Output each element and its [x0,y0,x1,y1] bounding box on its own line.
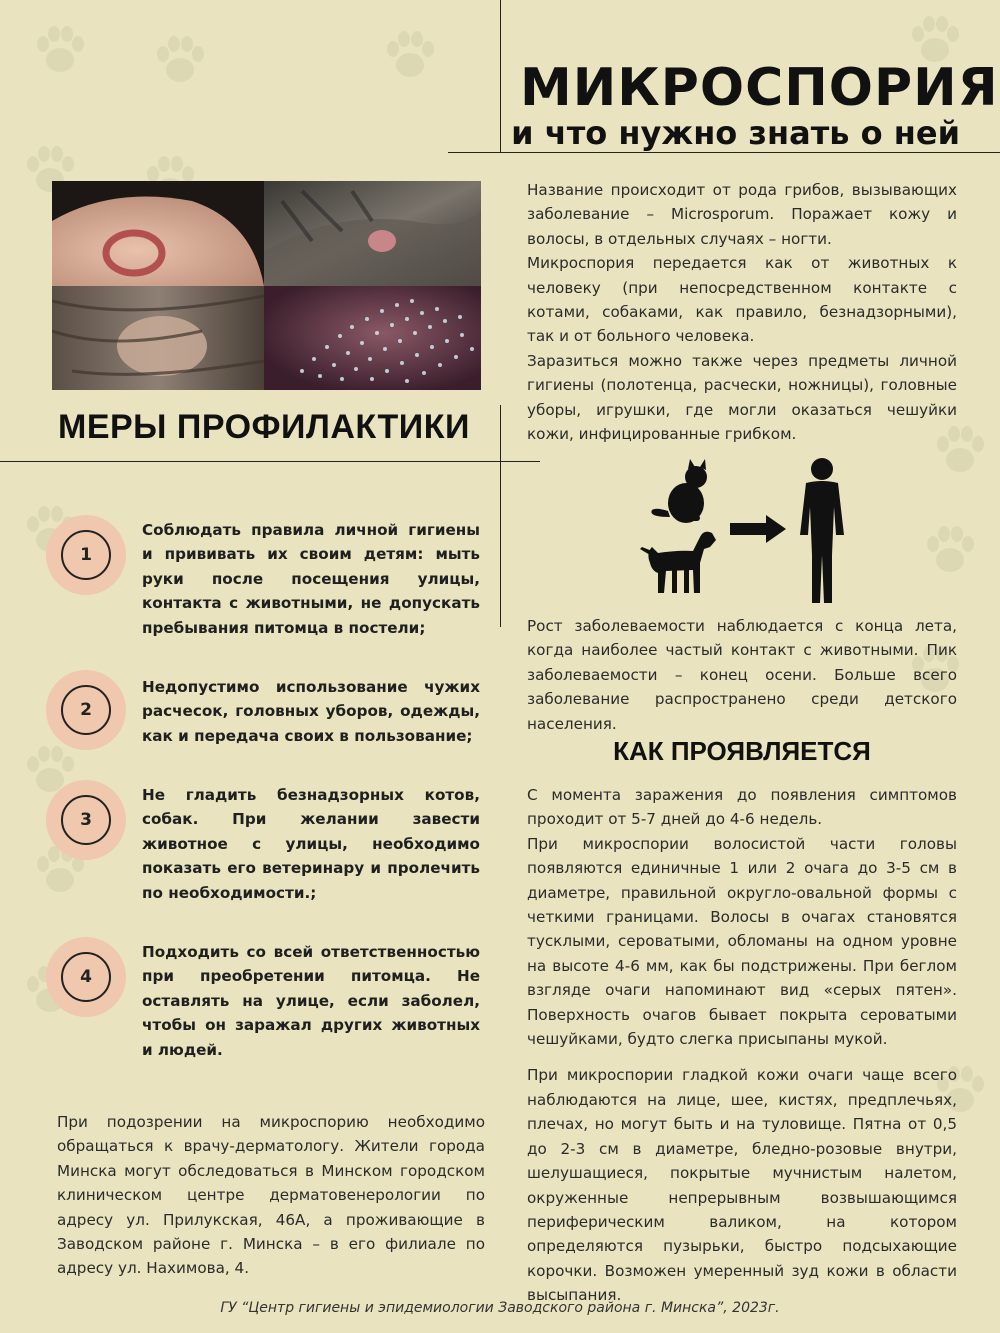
step-text: Подходить со всей ответственностью при преобретении питомца. Не оставлять на улице, если заболел, чтобы он заражал других животных и людей. [142,943,480,1059]
page-subtitle: и что нужно знать о ней [511,114,960,152]
step-number: 4 [61,952,111,1002]
intro-paragraph: Название происходит от рода грибов, вызывающих заболевание – Microsporum. Поражает кожу и волосы, в отдельных случаях – ногти. [527,181,957,248]
step-badge [46,670,126,750]
step-text: Соблюдать правила личной гигиены и прививать их своим детям: мыть руки после посещения улицы, контакта с животными, не допускать пребывания питомца в постели; [142,521,480,637]
step-text: Недопустимо использование чужих расчесок, головных уборов, одежды, как и передача своих в пользование; [142,678,480,745]
manifestation-heading: КАК ПРОЯВЛЯЕТСЯ [613,736,871,766]
arrow-icon [730,515,786,543]
photo-wood-lamp [264,286,481,390]
transmission-illustration [638,455,863,605]
manifestation-paragraph: С момента заражения до появления симптомов проходит от 5-7 дней до 4-6 недель. [527,786,957,829]
divider [500,405,501,627]
seasonality-text: Рост заболеваемости наблюдается с конца лета, когда наиболее частый контакт с животными. Пик заболеваемости – конец осени. Больше всего заболевание распространено среди детского населения. [527,617,957,733]
paw-icon [150,30,210,90]
step-number: 3 [61,795,111,845]
cat-icon [651,459,707,523]
photo-collage [52,181,481,390]
dog-icon [640,532,716,593]
person-icon [800,458,844,603]
step-badge [46,937,126,1017]
step-badge [46,515,126,595]
contact-text: При подозрении на микроспорию необходимо обращаться к врачу-дерматологу. Жители города Минска могут обследоваться в Минском городском клиническом центре дерматовенерологии по адресу ул. Прилукская, 46А, а проживающие в Заводском районе г. Минска – в его филиале по адресу ул. Нахимова, 4. [57,1113,485,1278]
paw-icon [380,25,440,85]
step-badge [46,780,126,860]
manifestation-text [527,783,957,1308]
paw-icon [30,20,90,80]
footer-credit: ГУ “Центр гигиены и эпидемиологии Заводского района г. Минска”, 2023г. [220,1300,780,1316]
paw-icon [920,520,980,580]
intro-paragraph: Микроспория передается как от животных к человеку (при непосредственном контакте с котами, собаками, как правило, безнадзорными), так и от больного человека. [527,254,957,346]
photo-skin-lesion [52,181,264,286]
step-number: 2 [61,685,111,735]
divider [0,461,540,462]
intro-paragraph: Заразиться можно также через предметы личной гигиены (полотенца, расчески, ножницы), головные уборы, игрушки, где могли оказаться чешуйки кожи, инфицированные грибком. [527,351,957,444]
step-text: Не гладить безнадзорных котов, собак. При желании завести животное с улицы, необходимо показать его ветеринару и пролечить по необходимости.; [142,786,480,902]
manifestation-paragraph: При микроспории волосистой части головы появляются единичные 1 или 2 очага до 3-5 см в диаметре, правильной округло-овальной формы с четкими границами. Волосы в очагах становятся тусклыми, сероватыми, обломаны на одном уровне на высоте 4-6 мм, как бы подстрижены. При беглом взгляде очаги напоминают вид «серых пятен». Поверхность очагов бывает покрыта сероватыми чешуйками, будто слегка присыпаны мукой. [527,834,957,1049]
step-number: 1 [61,530,111,580]
prevention-heading: МЕРЫ ПРОФИЛАКТИКИ [58,408,470,446]
photo-scalp [52,286,264,390]
manifestation-paragraph: При микроспории гладкой кожи очаги чаще всего наблюдаются на лице, шее, кистях, предплечьях, плечах, но могут быть и на туловище. Пятна от 0,5 до 2-3 см в диаметре, бледно-розовые внутри, шелушащиеся, покрытые мучнистым налетом, окруженные непрерывным возвышающимся периферическим валиком, на котором определяются пузырьки, быстро подсыхающие корочки. Возможен умеренный зуд кожи в области высыпания. [527,1066,957,1305]
intro-text [527,178,957,446]
page-title: МИКРОСПОРИЯ [520,58,999,118]
photo-cat [264,181,481,286]
